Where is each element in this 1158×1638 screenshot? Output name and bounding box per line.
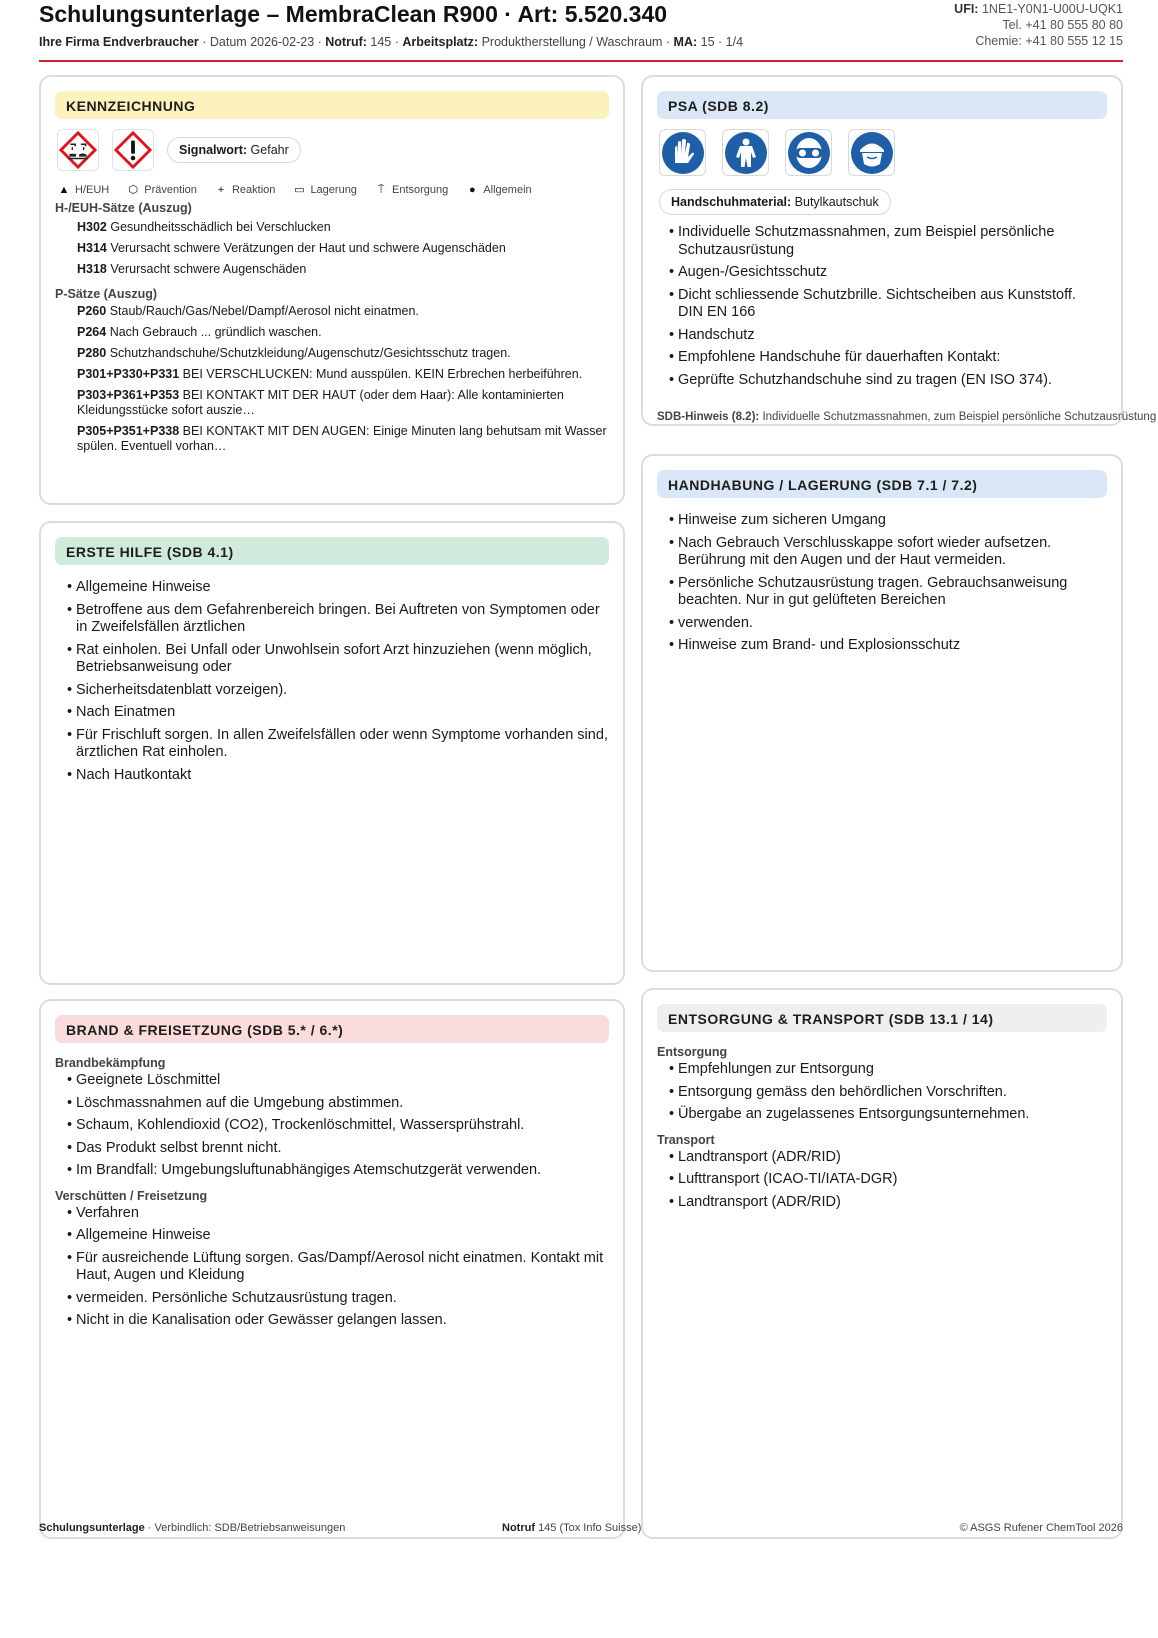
list-item: • Übergabe an zugelassenes Entsorgungsunternehmen.	[669, 1106, 1107, 1124]
freisetzung-list	[55, 1205, 609, 1330]
brand-card	[39, 999, 625, 1539]
list-item: • Im Brandfall: Umgebungsluftunabhängiges Atemschutzgerät verwenden.	[67, 1162, 609, 1180]
pictogram-row	[57, 129, 301, 171]
contact-block: UFI: 1NE1-Y0N1-U00U-UQK1 Tel. +41 80 555 80 80 Chemie: +41 80 555 12 15	[954, 2, 1123, 48]
handhabung-card	[641, 454, 1123, 972]
list-item: • Allgemeine Hinweise	[67, 579, 609, 597]
corrosion-pictogram-icon	[57, 129, 99, 171]
list-item: • Persönliche Schutzausrüstung tragen. Gebrauchsanweisung beachten. Nur in gut gelüfteten Bereichen	[669, 575, 1097, 610]
footer-copyright: © ASGS Rufener ChemTool 2026	[959, 1522, 1123, 1534]
list-item: • Allgemeine Hinweise	[67, 1227, 609, 1245]
list-item: • Individuelle Schutzmassnahmen, zum Beispiel persönliche Schutzausrüstung	[669, 224, 1097, 259]
shield-icon: ⬡	[128, 184, 139, 196]
h-statement: H318 Verursacht schwere Augenschäden	[77, 262, 307, 276]
erste-hilfe-list	[55, 574, 609, 784]
p-statement: P264 Nach Gebrauch ... gründlich waschen.	[77, 325, 322, 339]
statement-legend: ▲ H/EUH ⬡ Prävention + Reaktion ▭ Lagerung ⍑ Entsorgung ● Allgemein	[58, 184, 532, 196]
info-icon: ●	[469, 184, 476, 196]
verschuetten-title: Verschütten / Freisetzung	[55, 1188, 208, 1203]
erste-hilfe-title: ERSTE HILFE (SDB 4.1)	[55, 537, 609, 565]
list-item: • Handschutz	[669, 327, 1097, 345]
list-item: • Empfohlene Handschuhe für dauerhaften Kontakt:	[669, 349, 1097, 367]
brandbekaempfung-title: Brandbekämpfung	[55, 1056, 166, 1070]
list-item: • Augen-/Gesichtsschutz	[669, 264, 1097, 282]
h-statements	[55, 201, 609, 454]
list-item: • Dicht schliessende Schutzbrille. Sichtscheiben aus Kunststoff. DIN EN 166	[669, 287, 1097, 322]
tel-line: Tel. +41 80 555 80 80	[1002, 18, 1123, 32]
brand-content	[55, 1056, 609, 1330]
list-item: • Lufttransport (ICAO-TI/IATA-DGR)	[669, 1171, 1107, 1189]
kennzeichnung-title: KENNZEICHNUNG	[55, 91, 609, 119]
signalwort-badge: Signalwort: Gefahr	[167, 137, 301, 163]
box-icon: ▭	[294, 184, 305, 196]
list-item: • Das Produkt selbst brennt nicht.	[67, 1140, 609, 1158]
list-item: • Nach Hautkontakt	[67, 767, 609, 785]
handhabung-title: HANDHABUNG / LAGERUNG (SDB 7.1 / 7.2)	[657, 470, 1107, 498]
arbeitsplatz-value: Produktherstellung / Waschraum	[481, 35, 663, 49]
entsorgung-list	[657, 1061, 1107, 1124]
entsorgung-title: ENTSORGUNG & TRANSPORT (SDB 13.1 / 14)	[657, 1004, 1107, 1032]
list-item: • Landtransport (ADR/RID)	[669, 1149, 1107, 1167]
psa-title: PSA (SDB 8.2)	[657, 91, 1107, 119]
brand-title: BRAND & FREISETZUNG (SDB 5.* / 6.*)	[55, 1015, 609, 1043]
list-item: • Für ausreichende Lüftung sorgen. Gas/Dampf/Aerosol nicht einatmen. Kontakt mit Haut, Augen und Kleidung	[67, 1250, 609, 1285]
psa-icon-row	[659, 129, 895, 176]
company-name: Ihre Firma Endverbraucher	[39, 35, 199, 49]
list-item: • Sicherheitsdatenblatt vorzeigen).	[67, 682, 609, 700]
list-item: • Löschmassnahmen auf die Umgebung abstimmen.	[67, 1095, 609, 1113]
h-statement: H314 Verursacht schwere Verätzungen der Haut und schwere Augenschäden	[77, 241, 506, 255]
entsorgung-content	[657, 1045, 1107, 1211]
brand-list	[55, 1072, 609, 1180]
exclamation-pictogram-icon	[112, 129, 154, 171]
list-item: • Nach Gebrauch Verschlusskappe sofort wieder aufsetzen. Berührung mit den Augen und der Haut vermeiden.	[669, 535, 1097, 570]
chemie-line: Chemie: +41 80 555 12 15	[975, 34, 1123, 48]
handhabung-list	[657, 507, 1097, 655]
bin-icon: ⍑	[377, 184, 385, 196]
list-item: • Hinweise zum Brand- und Explosionsschutz	[669, 637, 1097, 655]
footer-notruf: Notruf 145 (Tox Info Suisse)	[502, 1522, 642, 1534]
page-title: Schulungsunterlage – MembraClean R900 · Art: 5.520.340	[39, 1, 668, 27]
ufi-value: 1NE1-Y0N1-U00U-UQK1	[981, 2, 1123, 16]
page-header	[39, 0, 1123, 62]
kennzeichnung-card	[39, 75, 625, 505]
notruf-value: 145	[370, 35, 392, 49]
handschuhmaterial-value: Butylkautschuk	[794, 195, 879, 209]
entsorgung-card	[641, 988, 1123, 1539]
datum-value: 2026-02-23	[250, 35, 315, 49]
p-statement: P280 Schutzhandschuhe/Schutzkleidung/Augenschutz/Gesichtsschutz tragen.	[77, 346, 511, 360]
list-item: • Für Frischluft sorgen. In allen Zweifelsfällen oder wenn Symptome vorhanden sind, ärztlichen Rat einholen.	[67, 727, 609, 762]
erste-hilfe-card	[39, 521, 625, 985]
ma-value: 15	[700, 35, 715, 49]
h-statement: H302 Gesundheitsschädlich bei Verschlucken	[77, 220, 331, 234]
psa-list	[657, 219, 1097, 389]
warning-triangle-icon: ▲	[58, 184, 70, 196]
list-item: • Nicht in die Kanalisation oder Gewässer gelangen lassen.	[67, 1312, 609, 1330]
entsorgung-subtitle: Entsorgung	[657, 1045, 728, 1059]
header-meta: Ihre Firma Endverbraucher · Datum 2026-02-23 · Notruf: 145 · Arbeitsplatz: Produktherstellung / Waschraum · MA: 15 · 1/4	[39, 35, 744, 49]
plus-icon: +	[217, 184, 225, 196]
face-shield-icon	[848, 129, 895, 176]
page-number: 1/4	[725, 35, 744, 49]
transport-list	[657, 1149, 1107, 1212]
handschuhmaterial-badge: Handschuhmaterial: Butylkautschuk	[659, 189, 891, 215]
list-item: • Verfahren	[67, 1205, 609, 1223]
list-item: • vermeiden. Persönliche Schutzausrüstung tragen.	[67, 1290, 609, 1308]
list-item: • Entsorgung gemäss den behördlichen Vorschriften.	[669, 1084, 1107, 1102]
page-footer	[39, 1522, 1123, 1536]
signalwort-value: Gefahr	[250, 143, 289, 157]
list-item: • Betroffene aus dem Gefahrenbereich bringen. Bei Auftreten von Symptomen oder in Zweifelsfällen ärztlichen	[67, 602, 609, 637]
goggles-icon	[785, 129, 832, 176]
list-item: • Landtransport (ADR/RID)	[669, 1194, 1107, 1212]
sdb-hint: SDB-Hinweis (8.2): Individuelle Schutzmassnahmen, zum Beispiel persönliche Schutzausrüstung	[657, 411, 1157, 423]
list-item: • Schaum, Kohlendioxid (CO2), Trockenlöschmittel, Wassersprühstrahl.	[67, 1117, 609, 1135]
list-item: • verwenden.	[669, 615, 1097, 633]
footer-left: Schulungsunterlage · Verbindlich: SDB/Betriebsanweisungen	[39, 1522, 346, 1534]
list-item: • Rat einholen. Bei Unfall oder Unwohlsein sofort Arzt hinzuziehen (wenn möglich, Betriebsanweisung oder	[67, 642, 609, 677]
list-item: • Nach Einatmen	[67, 704, 609, 722]
p-statement: P301+P330+P331 BEI VERSCHLUCKEN: Mund ausspülen. KEIN Erbrechen herbeiführen.	[77, 367, 583, 381]
p-statement: P303+P361+P353 BEI KONTAKT MIT DER HAUT (oder dem Haar): Alle kontaminierten Kleidungsstücke sofort auszie…	[77, 388, 564, 417]
p-statement: P260 Staub/Rauch/Gas/Nebel/Dampf/Aerosol nicht einatmen.	[77, 304, 419, 318]
gloves-icon	[659, 129, 706, 176]
protective-suit-icon	[722, 129, 769, 176]
p-statements-title: P-Sätze (Auszug)	[55, 287, 158, 301]
list-item: • Hinweise zum sicheren Umgang	[669, 512, 1097, 530]
list-item: • Geeignete Löschmittel	[67, 1072, 609, 1090]
transport-subtitle: Transport	[657, 1132, 715, 1147]
h-statements-title: H-/EUH-Sätze (Auszug)	[55, 201, 192, 215]
p-statement: P305+P351+P338 BEI KONTAKT MIT DEN AUGEN: Einige Minuten lang behutsam mit Wasser spülen. Eventuell vorhan…	[77, 424, 607, 453]
list-item: • Empfehlungen zur Entsorgung	[669, 1061, 1107, 1079]
psa-card	[641, 75, 1157, 426]
list-item: • Geprüfte Schutzhandschuhe sind zu tragen (EN ISO 374).	[669, 372, 1097, 390]
